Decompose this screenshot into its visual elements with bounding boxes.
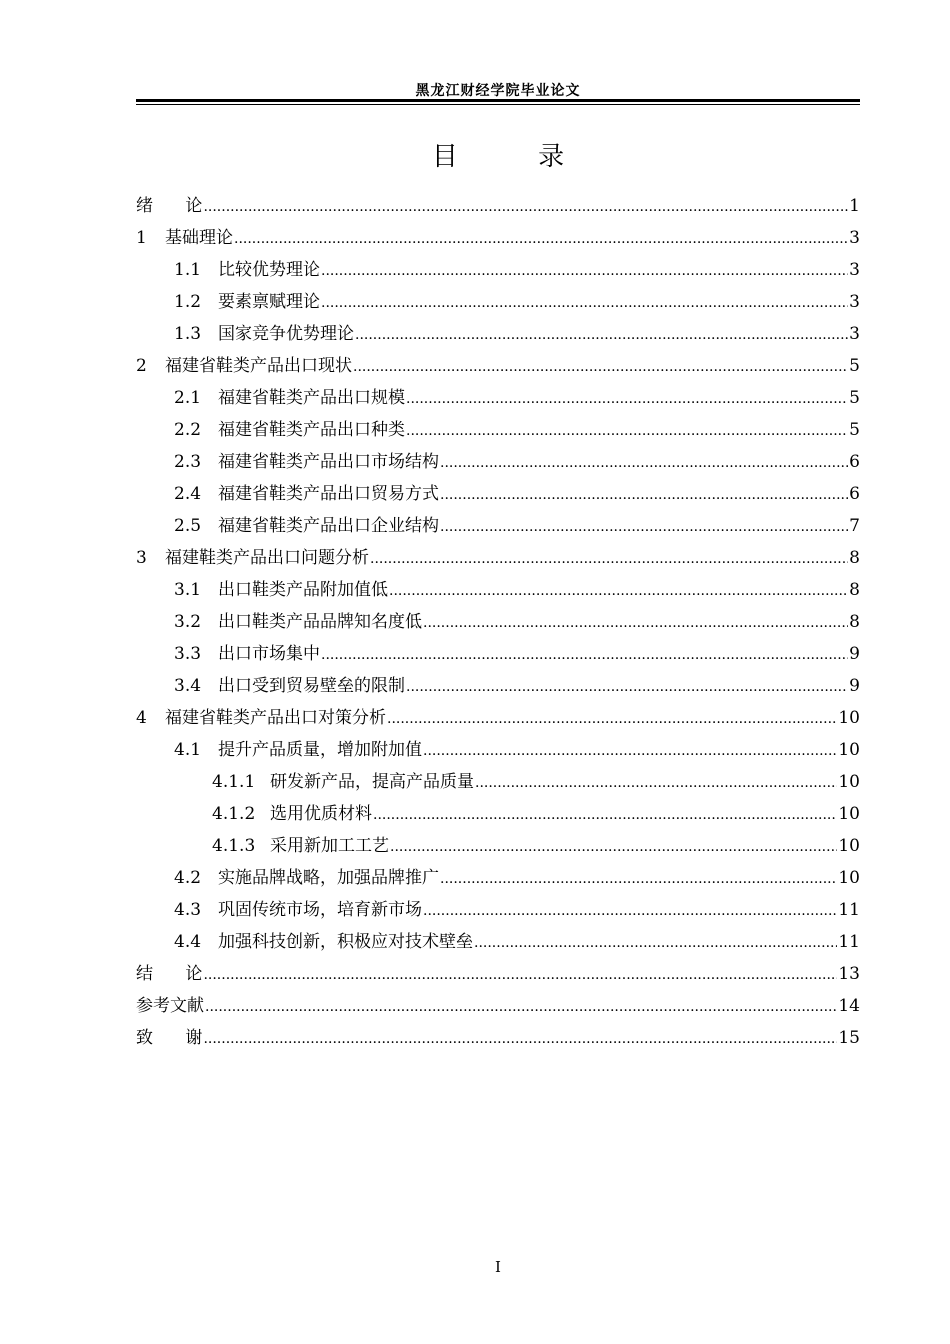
toc-entry[interactable] — [136, 958, 860, 990]
toc-entry[interactable] — [136, 670, 860, 702]
dot-leader — [387, 703, 837, 735]
toc-entry-title: 出口市场集中 — [218, 644, 320, 664]
dot-leader — [205, 991, 837, 1023]
toc-entry-page: 7 — [849, 516, 860, 536]
dot-leader — [406, 671, 848, 703]
toc-entry-page: 13 — [838, 964, 860, 984]
toc-entry-page: 11 — [838, 900, 860, 920]
toc-entry[interactable] — [136, 702, 860, 734]
toc-entry-title: 提升产品质量，增加附加值 — [218, 740, 422, 760]
dot-leader — [423, 895, 837, 927]
dot-leader — [440, 447, 848, 479]
toc-entry-page: 10 — [838, 836, 860, 856]
toc-entry-title: 基础理论 — [165, 228, 233, 248]
toc-entry-title: 出口鞋类产品品牌知名度低 — [218, 612, 422, 632]
dot-leader — [389, 575, 848, 607]
toc-entry-page: 3 — [849, 324, 860, 344]
toc-entry-page: 5 — [849, 388, 860, 408]
toc-entry[interactable] — [136, 990, 860, 1022]
dot-leader — [373, 799, 837, 831]
toc-entry[interactable] — [136, 894, 860, 926]
dot-leader — [440, 479, 848, 511]
toc-entry-number: 4.3 — [174, 900, 202, 920]
toc-entry-page: 8 — [849, 612, 860, 632]
dot-leader — [406, 415, 848, 447]
toc-entry-number: 2.4 — [174, 484, 202, 504]
toc-entry-page: 1 — [849, 196, 860, 216]
toc-entry-title: 参考文献 — [136, 996, 204, 1016]
toc-entry-number: 1.1 — [174, 260, 202, 280]
toc-entry-number: 1.2 — [174, 292, 202, 312]
dot-leader — [353, 351, 848, 383]
toc-entry-number: 2.5 — [174, 516, 202, 536]
toc-entry[interactable] — [136, 446, 860, 478]
toc-entry[interactable] — [136, 574, 860, 606]
toc-entry-title: 国家竞争优势理论 — [218, 324, 354, 344]
toc-entry-number: 4.1 — [174, 740, 202, 760]
toc-entry-page: 3 — [849, 260, 860, 280]
toc-entry[interactable] — [136, 862, 860, 894]
toc-entry-title: 要素禀赋理论 — [218, 292, 320, 312]
toc-entry-number: 2.1 — [174, 388, 202, 408]
toc-entry-number: 3.2 — [174, 612, 202, 632]
toc-entry[interactable] — [136, 542, 860, 574]
dot-leader — [355, 319, 848, 351]
toc-entry-page: 15 — [838, 1028, 860, 1048]
toc-entry[interactable] — [136, 350, 860, 382]
toc-entry[interactable] — [136, 638, 860, 670]
dot-leader — [321, 639, 848, 671]
toc-entry-title: 福建省鞋类产品出口种类 — [218, 420, 405, 440]
toc-entry-page: 10 — [838, 740, 860, 760]
dot-leader — [321, 255, 848, 287]
toc-entry-number: 4.4 — [174, 932, 202, 952]
dot-leader — [321, 287, 848, 319]
toc-entry[interactable] — [136, 734, 860, 766]
toc-entry-page: 8 — [849, 548, 860, 568]
toc-entry-page: 10 — [838, 804, 860, 824]
toc-entry-title: 绪 论 — [136, 196, 203, 216]
dot-leader — [203, 191, 848, 223]
toc-entry-title: 选用优质材料 — [270, 804, 372, 824]
toc-entry-title: 采用新加工工艺 — [270, 836, 389, 856]
toc-entry-title: 实施品牌战略，加强品牌推广 — [218, 868, 439, 888]
toc-entry-title: 研发新产品，提高产品质量 — [270, 772, 474, 792]
toc-entry[interactable] — [136, 926, 860, 958]
dot-leader — [423, 607, 848, 639]
toc-entry-number: 1 — [136, 228, 147, 248]
toc-entry-title: 出口鞋类产品附加值低 — [218, 580, 388, 600]
toc-entry[interactable] — [136, 510, 860, 542]
dot-leader — [440, 863, 837, 895]
toc-entry-page: 9 — [849, 644, 860, 664]
toc-entry[interactable] — [136, 414, 860, 446]
running-header-title: 黑龙江财经学院毕业论文 — [415, 83, 581, 99]
dot-leader — [390, 831, 837, 863]
toc-entry[interactable] — [136, 478, 860, 510]
toc-entry[interactable] — [136, 222, 860, 254]
toc-entry-number: 1.3 — [174, 324, 202, 344]
dot-leader — [234, 223, 848, 255]
dot-leader — [406, 383, 848, 415]
toc-entry[interactable] — [136, 286, 860, 318]
toc-entry[interactable] — [136, 830, 860, 862]
toc-entry-title: 比较优势理论 — [218, 260, 320, 280]
footer-page-number: I — [495, 1258, 501, 1276]
toc-entry-page: 5 — [849, 356, 860, 376]
toc-entry-number: 3.3 — [174, 644, 202, 664]
toc-entry-page: 5 — [849, 420, 860, 440]
dot-leader — [440, 511, 848, 543]
toc-entry-page: 8 — [849, 580, 860, 600]
toc-entry-title: 结 论 — [136, 964, 203, 984]
toc-entry-page: 3 — [849, 228, 860, 248]
toc-entry-number: 2 — [136, 356, 147, 376]
toc-entry-title: 福建省鞋类产品出口贸易方式 — [218, 484, 439, 504]
table-of-contents — [136, 190, 860, 1054]
dot-leader — [203, 959, 837, 991]
dot-leader — [370, 543, 848, 575]
toc-entry-page: 14 — [838, 996, 860, 1016]
toc-entry-title: 巩固传统市场，培育新市场 — [218, 900, 422, 920]
toc-entry-page: 10 — [838, 868, 860, 888]
toc-entry[interactable] — [136, 798, 860, 830]
toc-entry-number: 4.2 — [174, 868, 202, 888]
toc-entry-title: 福建鞋类产品出口问题分析 — [165, 548, 369, 568]
toc-entry-number: 3.1 — [174, 580, 202, 600]
toc-entry-page: 10 — [838, 772, 860, 792]
toc-entry-page: 9 — [849, 676, 860, 696]
header-rule-thick — [136, 99, 860, 102]
toc-entry-number: 2.2 — [174, 420, 202, 440]
toc-entry-title: 福建省鞋类产品出口现状 — [165, 356, 352, 376]
toc-entry[interactable] — [136, 254, 860, 286]
dot-leader — [474, 927, 837, 959]
toc-entry-number: 4 — [136, 708, 147, 728]
toc-heading: 目 录 — [431, 142, 601, 172]
toc-entry-title: 致 谢 — [136, 1028, 203, 1048]
toc-entry-number: 3 — [136, 548, 147, 568]
toc-entry[interactable] — [136, 382, 860, 414]
toc-entry-page: 6 — [849, 484, 860, 504]
header-rule-thin — [136, 104, 860, 105]
toc-entry-title: 加强科技创新，积极应对技术壁垒 — [218, 932, 473, 952]
toc-entry-title: 福建省鞋类产品出口对策分析 — [165, 708, 386, 728]
toc-entry-title: 福建省鞋类产品出口规模 — [218, 388, 405, 408]
toc-entry-title: 福建省鞋类产品出口企业结构 — [218, 516, 439, 536]
toc-entry-page: 6 — [849, 452, 860, 472]
toc-entry[interactable] — [136, 606, 860, 638]
toc-entry-number: 4.1.2 — [212, 804, 256, 824]
dot-leader — [203, 1023, 837, 1055]
toc-entry-page: 10 — [838, 708, 860, 728]
toc-entry-title: 出口受到贸易壁垒的限制 — [218, 676, 405, 696]
dot-leader — [475, 767, 837, 799]
toc-entry-title: 福建省鞋类产品出口市场结构 — [218, 452, 439, 472]
toc-entry-number: 2.3 — [174, 452, 202, 472]
toc-entry[interactable] — [136, 190, 860, 222]
toc-entry-number: 3.4 — [174, 676, 202, 696]
toc-entry-page: 11 — [838, 932, 860, 952]
toc-entry-page: 3 — [849, 292, 860, 312]
toc-entry-number: 4.1.1 — [212, 772, 256, 792]
toc-entry[interactable] — [136, 318, 860, 350]
toc-entry[interactable] — [136, 1022, 860, 1054]
toc-entry[interactable] — [136, 766, 860, 798]
toc-entry-number: 4.1.3 — [212, 836, 256, 856]
dot-leader — [423, 735, 837, 767]
